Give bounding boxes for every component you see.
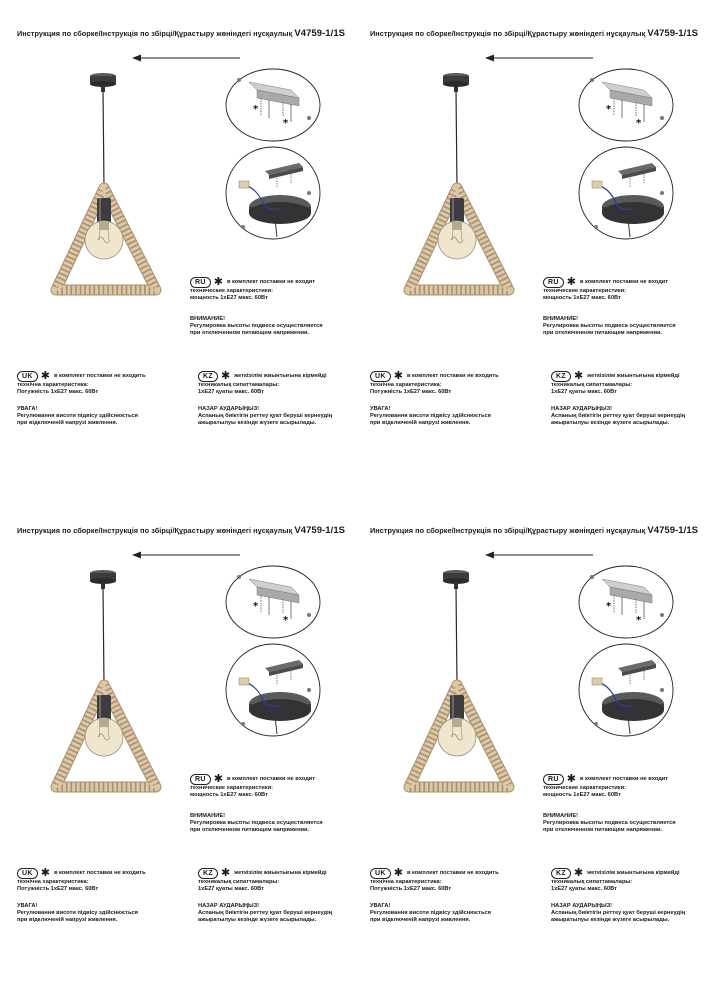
asterisk-icon: ✱ xyxy=(40,867,50,879)
uk-warning-line: Регулювання висоти підвісу здійснюється xyxy=(370,413,491,419)
svg-text:*: * xyxy=(283,118,289,129)
asterisk-icon: ✱ xyxy=(220,370,231,382)
uk-warning-heading: УВАГА! xyxy=(370,406,391,412)
pendant-lamp-illustration xyxy=(38,70,178,310)
kz-warning-line: Аспаның биіктігін реттеу қуат беруші кернеудің xyxy=(198,413,333,419)
svg-text:*: * xyxy=(283,615,289,626)
ceiling-canopy-icon xyxy=(578,145,674,241)
instruction-title: Инструкция по сборке/Інструкція по збірці/Құрастыру жөніндегі нұсқаулық V4759-1/1S xyxy=(370,28,699,39)
kz-badge: KZ xyxy=(551,371,571,382)
uk-specs-heading: технічна характеристика: xyxy=(17,382,89,388)
ru-section xyxy=(190,277,323,337)
asterisk-icon: ✱ xyxy=(220,867,231,879)
ru-warning-line: при отключенном питающем напряжении. xyxy=(543,827,663,833)
uk-note: в комплект поставки не входить xyxy=(53,870,146,876)
ru-section xyxy=(190,774,323,834)
ru-warning-heading: ВНИМАНИЕ! xyxy=(543,316,579,322)
instruction-title: Инструкция по сборке/Інструкція по збірці/Құрастыру жөніндегі нұсқаулық V4759-1/1S xyxy=(17,525,346,536)
uk-specs-heading: технічна характеристика: xyxy=(370,382,442,388)
kz-section xyxy=(198,868,332,924)
uk-note: в комплект поставки не входить xyxy=(53,373,146,379)
svg-text:*: * xyxy=(636,615,642,626)
asterisk-icon: ✱ xyxy=(393,867,403,879)
ru-note: в комплект поставки не входит xyxy=(579,776,669,782)
ru-section xyxy=(543,277,676,337)
uk-badge: UK xyxy=(17,868,38,879)
uk-specs: Потужність 1хЕ27 макс. 60Вт xyxy=(370,886,452,892)
model-number: V4759-1/1S xyxy=(294,28,346,39)
uk-warning-heading: УВАГА! xyxy=(17,406,38,412)
kz-specs-heading: техникалық сипаттамалары: xyxy=(551,879,633,885)
kz-badge: KZ xyxy=(198,868,218,879)
ru-badge: RU xyxy=(190,774,211,785)
kz-note: жеткізілім жиынтығына кірмейді xyxy=(234,870,327,876)
uk-badge: UK xyxy=(370,371,391,382)
kz-badge: KZ xyxy=(198,371,218,382)
uk-warning-line: Регулювання висоти підвісу здійснюється xyxy=(370,910,491,916)
instruction-sheet-bottom-left xyxy=(0,497,353,997)
kz-section xyxy=(551,868,685,924)
kz-warning-line: Аспаның биіктігін реттеу қуат беруші кернеудің xyxy=(551,413,686,419)
uk-badge: UK xyxy=(370,868,391,879)
pendant-lamp-illustration xyxy=(391,70,531,310)
kz-note: жеткізілім жиынтығына кірмейді xyxy=(234,373,327,379)
kz-specs: 1хЕ27 қуаты макс. 60Вт xyxy=(198,389,264,395)
svg-text:*: * xyxy=(253,601,259,612)
asterisk-icon: ✱ xyxy=(40,370,50,382)
uk-warning-line: Регулювання висоти підвісу здійснюється xyxy=(17,413,138,419)
uk-specs-heading: технічна характеристика: xyxy=(17,879,89,885)
ru-warning-heading: ВНИМАНИЕ! xyxy=(543,813,579,819)
asterisk-icon: ✱ xyxy=(213,773,223,785)
model-number: V4759-1/1S xyxy=(294,525,346,536)
ru-specs-heading: технические характеристики: xyxy=(190,288,274,294)
ru-warning-line: при отключенном питающем напряжении. xyxy=(190,330,310,336)
ru-note: в комплект поставки не входит xyxy=(226,776,316,782)
instruction-title: Инструкция по сборке/Інструкція по збірці/Құрастыру жөніндегі нұсқаулық V4759-1/1S xyxy=(370,525,699,536)
kz-specs-heading: техникалық сипаттамалары: xyxy=(198,382,280,388)
asterisk-icon: ✱ xyxy=(213,276,223,288)
uk-specs-heading: технічна характеристика: xyxy=(370,879,442,885)
ru-specs-heading: технические характеристики: xyxy=(543,785,627,791)
ru-specs: мощность 1хЕ27 макс. 60Вт xyxy=(190,792,268,798)
uk-note: в комплект поставки не входить xyxy=(406,373,499,379)
kz-note: жеткізілім жиынтығына кірмейді xyxy=(587,373,680,379)
ru-badge: RU xyxy=(543,774,564,785)
kz-specs-heading: техникалық сипаттамалары: xyxy=(551,382,633,388)
kz-specs-heading: техникалық сипаттамалары: xyxy=(198,879,280,885)
instruction-sheet-top-left xyxy=(0,0,353,500)
uk-specs: Потужність 1хЕ27 макс. 60Вт xyxy=(17,886,99,892)
svg-text:*: * xyxy=(606,104,612,115)
ru-section xyxy=(543,774,676,834)
ru-specs-heading: технические характеристики: xyxy=(543,288,627,294)
arrow-left-icon xyxy=(485,53,593,63)
uk-specs: Потужність 1хЕ27 макс. 60Вт xyxy=(370,389,452,395)
ru-warning-heading: ВНИМАНИЕ! xyxy=(190,316,226,322)
uk-warning-heading: УВАГА! xyxy=(17,903,38,909)
uk-warning-line: при відключеній напрузі живлення. xyxy=(17,917,118,923)
ceiling-canopy-icon xyxy=(225,642,321,738)
asterisk-icon: ✱ xyxy=(566,276,576,288)
model-number: V4759-1/1S xyxy=(647,28,699,39)
uk-warning-line: при відключеній напрузі живлення. xyxy=(370,420,471,426)
asterisk-icon: ✱ xyxy=(566,773,576,785)
uk-note: в комплект поставки не входить xyxy=(406,870,499,876)
kz-warning-line: ажыратылуы кезінде жүзеге асырылады. xyxy=(198,917,317,923)
kz-warning-line: ажыратылуы кезінде жүзеге асырылады. xyxy=(551,917,670,923)
ru-note: в комплект поставки не входит xyxy=(226,279,316,285)
ceiling-canopy-icon xyxy=(578,642,674,738)
svg-text:*: * xyxy=(253,104,259,115)
uk-specs: Потужність 1хЕ27 макс. 60Вт xyxy=(17,389,99,395)
uk-section xyxy=(17,868,146,924)
kz-specs: 1хЕ27 қуаты макс. 60Вт xyxy=(551,389,617,395)
uk-warning-line: при відключеній напрузі живлення. xyxy=(17,420,118,426)
ru-warning-line: Регулировка высоты подвеса осуществляется xyxy=(190,820,323,826)
arrow-left-icon xyxy=(132,53,240,63)
kz-warning-heading: НАЗАР АУДАРЫҢЫЗ! xyxy=(198,406,260,412)
pendant-lamp-illustration xyxy=(391,567,531,807)
kz-warning-line: Аспаның биіктігін реттеу қуат беруші кернеудің xyxy=(198,910,333,916)
asterisk-icon: ✱ xyxy=(573,370,584,382)
uk-warning-line: Регулювання висоти підвісу здійснюється xyxy=(17,910,138,916)
ru-specs: мощность 1хЕ27 макс. 60Вт xyxy=(190,295,268,301)
asterisk-icon: ✱ xyxy=(573,867,584,879)
arrow-left-icon xyxy=(132,550,240,560)
kz-badge: KZ xyxy=(551,868,571,879)
instruction-sheet-bottom-right xyxy=(353,497,706,997)
kz-specs: 1хЕ27 қуаты макс. 60Вт xyxy=(551,886,617,892)
uk-badge: UK xyxy=(17,371,38,382)
kz-section xyxy=(551,371,685,427)
ru-specs: мощность 1хЕ27 макс. 60Вт xyxy=(543,792,621,798)
uk-warning-heading: УВАГА! xyxy=(370,903,391,909)
kz-warning-line: ажыратылуы кезінде жүзеге асырылады. xyxy=(198,420,317,426)
ru-warning-line: Регулировка высоты подвеса осуществляется xyxy=(190,323,323,329)
mounting-bracket-icon xyxy=(225,565,321,639)
asterisk-icon: ✱ xyxy=(393,370,403,382)
kz-warning-heading: НАЗАР АУДАРЫҢЫЗ! xyxy=(551,406,613,412)
ru-warning-heading: ВНИМАНИЕ! xyxy=(190,813,226,819)
ru-warning-line: Регулировка высоты подвеса осуществляется xyxy=(543,820,676,826)
ru-specs-heading: технические характеристики: xyxy=(190,785,274,791)
kz-warning-heading: НАЗАР АУДАРЫҢЫЗ! xyxy=(551,903,613,909)
ru-badge: RU xyxy=(543,277,564,288)
uk-warning-line: при відключеній напрузі живлення. xyxy=(370,917,471,923)
kz-note: жеткізілім жиынтығына кірмейді xyxy=(587,870,680,876)
ru-warning-line: при отключенном питающем напряжении. xyxy=(543,330,663,336)
kz-warning-heading: НАЗАР АУДАРЫҢЫЗ! xyxy=(198,903,260,909)
kz-warning-line: ажыратылуы кезінде жүзеге асырылады. xyxy=(551,420,670,426)
ru-specs: мощность 1хЕ27 макс. 60Вт xyxy=(543,295,621,301)
ceiling-canopy-icon xyxy=(225,145,321,241)
svg-text:*: * xyxy=(606,601,612,612)
pendant-lamp-illustration xyxy=(38,567,178,807)
mounting-bracket-icon xyxy=(578,68,674,142)
kz-specs: 1хЕ27 қуаты макс. 60Вт xyxy=(198,886,264,892)
ru-warning-line: Регулировка высоты подвеса осуществляется xyxy=(543,323,676,329)
kz-section xyxy=(198,371,332,427)
arrow-left-icon xyxy=(485,550,593,560)
ru-note: в комплект поставки не входит xyxy=(579,279,669,285)
mounting-bracket-icon xyxy=(578,565,674,639)
instruction-title: Инструкция по сборке/Інструкція по збірці/Құрастыру жөніндегі нұсқаулық V4759-1/1S xyxy=(17,28,346,39)
uk-section xyxy=(17,371,146,427)
ru-warning-line: при отключенном питающем напряжении. xyxy=(190,827,310,833)
instruction-sheet-top-right xyxy=(353,0,706,500)
kz-warning-line: Аспаның биіктігін реттеу қуат беруші кернеудің xyxy=(551,910,686,916)
uk-section xyxy=(370,868,499,924)
svg-text:*: * xyxy=(636,118,642,129)
ru-badge: RU xyxy=(190,277,211,288)
uk-section xyxy=(370,371,499,427)
model-number: V4759-1/1S xyxy=(647,525,699,536)
mounting-bracket-icon xyxy=(225,68,321,142)
